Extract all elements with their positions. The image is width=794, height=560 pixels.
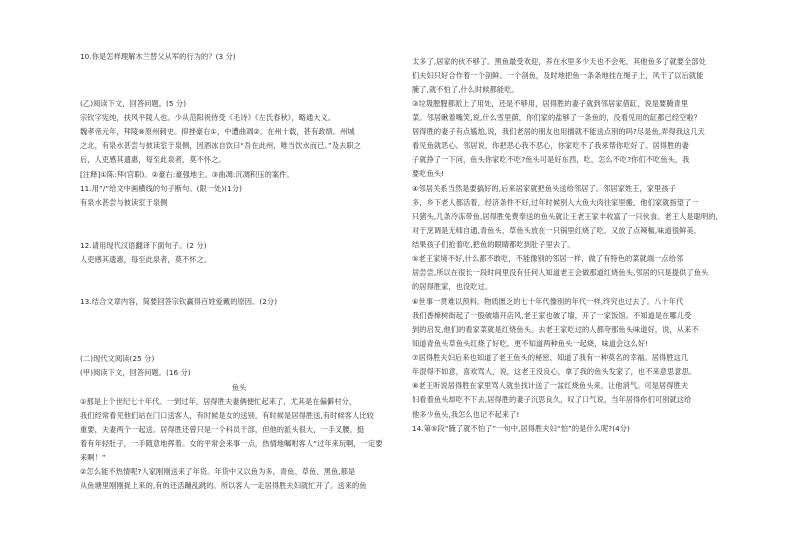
story-paragraph-line: 们夫妇只好合作着一个剖鲜、一个剖鱼，及时地把鱼一条条地挂在绳子上，风干了以后就能 [412, 71, 704, 80]
story-paragraph-line: ⑥世事一贯难以预料。物质匮乏的七十年代像别的年代一样,终究也过去了。八十年代 [412, 297, 684, 306]
story-paragraph-line: ⑤老王家境不好,什么都不敢吃，不能像别的邻居一样，做了有特色的菜就端一点给邻 [412, 254, 684, 263]
story-paragraph-line: 重要，夫妻两个一起送。居得胜还曾只是一个科员干部，但他的派头很大，一手叉腰，挺 [80, 425, 365, 434]
classical-text-line: 魏孝帝元年，拜陵⑧原州刺史。抑挫豪右①，中遭曲凋②。在州十载，甚有政绩。州城 [80, 127, 355, 136]
question-10: 10.你是怎样理解木兰替父从军的行为的？(3 分) [80, 52, 236, 61]
story-paragraph-line: 要吃鱼头! [412, 169, 445, 178]
story-paragraph-line: 我们香樟树街起了一股破墙开店风,老王家也破了墙，开了一家饭馆。不知道是在哪儿受 [412, 311, 692, 320]
story-paragraph-line: 我们经常看见他们站在门口送客人，有时候是女的送别，有时候是居得胜送,有时候客人比较 [80, 411, 374, 420]
story-paragraph-line: 腌了,就不怕了,什么时候都能吃。 [412, 85, 519, 94]
story-paragraph-line: 着有年轻肚子，一手随意地挥着。女的平常会来事一点，热情地嘱咐客人“过年来玩啊，一定要 [80, 439, 383, 448]
story-paragraph-line: 多，乡下老人都活着，经济条件不好,过年时候别人大鱼大肉往家里搬，他们家就指望了一 [412, 198, 699, 207]
story-paragraph-line: ②怎么能不热情呢?人家刚刚送来了年货。年货中又以鱼为多，青鱼、草鱼、黑鱼,都是 [80, 467, 356, 476]
classical-text-line: 之北，有泉水甚尝与彼读室于泉侧，因酒冰自饮曰“吾在此州，唯当饮水而已。”及去职之 [80, 141, 361, 150]
story-paragraph-line: 知道青鱼头草鱼头红烧了好吃，更不知道两种鱼头一起烧，味道会这么好! [412, 339, 649, 348]
story-paragraph-line: ①那是上个世纪七十年代。一到过年，居得胜夫妻俩便忙起来了，尤其是在偏僻村分， [80, 397, 357, 406]
story-paragraph-line: 看见鱼就恶心。邻居说，你把恶心我不恶心，你家吃不了我来帮你吃好了。居得胜的妻 [412, 141, 689, 150]
story-paragraph-line: 子就挣了一下问，鱼头你家吃不吃?鱼头可是好东西，吃，怎么不吃?你们不吃鱼头，我 [412, 155, 690, 164]
question-11-sentence: 有泉水甚尝与彼读室于泉侧 [80, 198, 168, 207]
story-paragraph-line: 居得胜的妻子有点尴尬,说，我们老居的朋友也用擅就不能送点别的吗?尽是鱼,弄得我这几天 [412, 127, 705, 136]
story-paragraph-line: 从鱼塘里刚刚捉上来的,有的还活蹦乱跳的。所以客人一走居得胜夫妇就忙开了。送来的鱼 [80, 481, 367, 490]
question-12: 12.请用现代汉语翻译下面句子。(2 分) [80, 241, 207, 250]
question-12-sentence: 人吏感其遗惠，每至此泉者，莫不怀之。 [80, 255, 212, 264]
story-paragraph-line: 居尝尝,所以在很长一段时间里没有任何人知道老王会做那道红烧鱼头,邻居的只是提供了鱼头 [412, 268, 709, 277]
story-paragraph-line: 的居得胜家，也没吃过。 [412, 282, 493, 291]
story-paragraph-line: 妇看着鱼头却吃不下去,居得胜的妻子沉思良久，叹了口气说，当年居得你们可别就这给 [412, 395, 692, 404]
story-title: 鱼头 [231, 383, 247, 392]
section-2-title: (二)现代文阅读(25 分) [80, 354, 155, 363]
story-paragraph-line: ③垃圾膛腥都派上了用处，还是不够用，居得胜的妻子就到邻居家借缸，说是要腌青里 [412, 99, 689, 108]
classical-text-line: 后，人吏感其遗惠，每至此泉者，莫不怀之。 [80, 155, 226, 164]
story-paragraph-line: ④邻居关系当然是要搞好的,后来居家就把鱼头送给邻居了。邻居家姓王，家里孩子 [412, 184, 676, 193]
story-paragraph-line: 只猪头,几条冷冻带鱼,居得胜免费奉送的鱼头就让王老王家丰收富了一只伙食。老王人是聪明的, [412, 212, 718, 221]
section-jia-title: (甲)阅读下文，回答问题。(16 分) [80, 368, 191, 377]
question-11: 11.用“/”给文中画横线的句子断句。(限一处)(1分) [80, 184, 243, 193]
classical-text-line: 宗钦字宪纯，扶风平陵人也。少从范阳祝侍受《毛诗》《左氏春秋》，略通大义。 [80, 113, 336, 122]
section-yi-title: (乙)阅读下文，回答问题。(5 分) [80, 99, 187, 108]
story-paragraph-line: 菜。邻居瞅着嘴笑,说,什么雪里蕻，你们家的盐够了一条鱼的，没看见用的缸都已经空啦？ [412, 113, 701, 122]
question-13: 13.结合文章内容，简要回答宗钦赢得百姓爱戴的原因。(2分) [80, 297, 278, 306]
story-paragraph-line: 太多了,居家的伙不够了。黑鱼最受欢迎，养在水里多少天也不会死，其他鱼多了就要全部处 [412, 57, 706, 66]
annotation-note: [注释]①陈:拜(官职)。②豪右:豪强地主。③曲凋:沉凋积压的案件。 [80, 170, 294, 179]
story-paragraph-line: 年混得不如意，喜欢骂人，说，这老王没良心，拿了我的鱼头发家了，也不来意思意思。 [412, 367, 697, 376]
story-paragraph-line: ⑦居得胜夫妇后来也知道了老王鱼头的秘密，知道了我有一种莫名的幸福。居得胜这几 [412, 353, 689, 362]
story-paragraph-line: 结果孩子们抢着吃,把鱼的眼睛都吃到肚子里去了。 [412, 240, 575, 249]
story-paragraph-line: 他多少鱼头,我怎么也记不起来了! [412, 410, 520, 419]
question-14: 14.第⑤段“腌了就不怕了”一句中,居得胜夫妇“怕”的是什么呢?(4分) [412, 424, 630, 433]
story-paragraph-line: 来啊！” [80, 453, 106, 462]
story-paragraph-line: 对于烹调是无师自通,青鱼头、草鱼头放在一只锅里红烧了吃，又放了点辣椒,味道很鲜美, [412, 226, 697, 235]
story-paragraph-line: 到的启发,他们的看家菜就是红烧鱼头。去老王家吃过的人都夸那鱼头味道好，说，从来不 [412, 325, 699, 334]
story-paragraph-line: ⑧老王听说居得胜在家里骂人就坐找计送了一盆红烧鱼头来，让他消气。可是居得胜夫 [412, 381, 689, 390]
